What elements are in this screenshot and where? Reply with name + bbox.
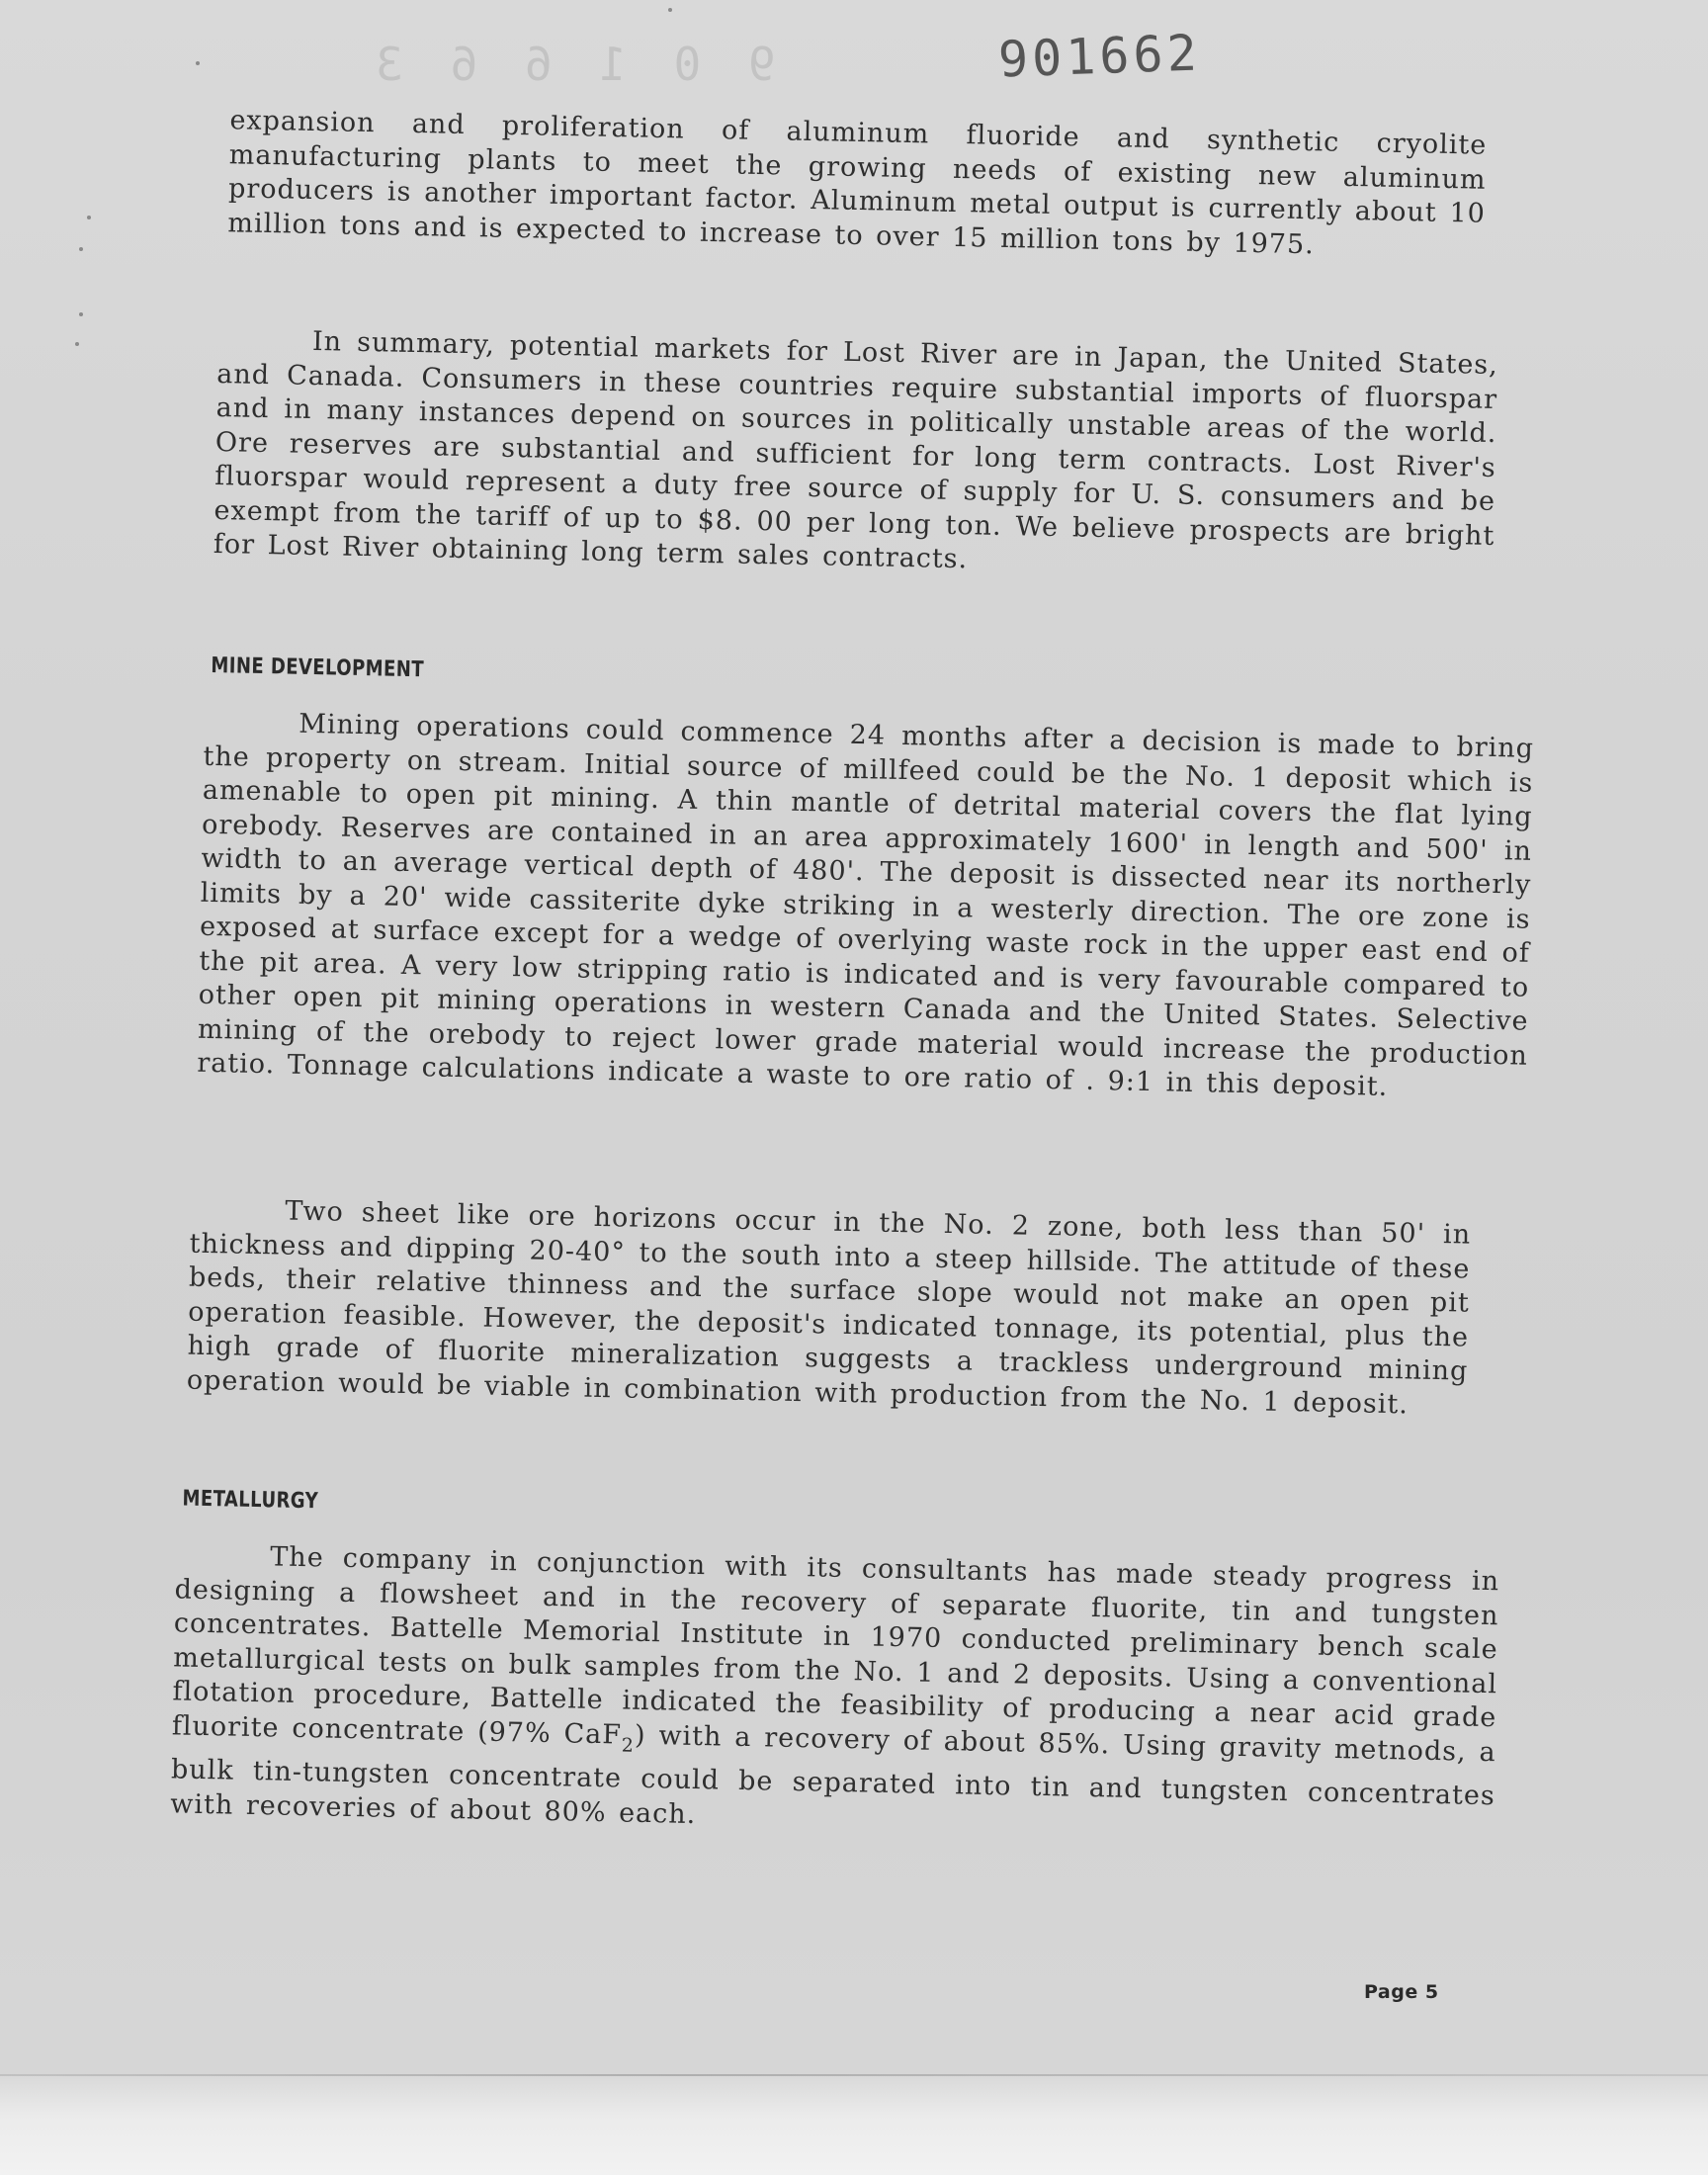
paragraph-mining-operations: Mining operations could commence 24 months after a decision is made to bring the property on stream. Initial source of millfeed could be the No. 1 deposit which is amenable to open pit mining. A thin mantle of detrital material covers the flat lying orebody. Reserves are contained in an area approximately 1600' in length and 500' in width to an average vertical depth of 480'. The deposit is dissected near its northerly limits by a 20' wide cassiterite dyke striking in a westerly direction. The ore zone is exposed at surface except for a wedge of overlying waste rock in the upper east end of the pit area. A very low stripping ratio is indicated and is very favourable compared to other open pit mining operations in western Canada and the United States. Selective mining of the orebody to reject lower grade material would increase the production ratio. Tonnage calculations indicate a waste to ore ratio of . 9:1 in this deposit. [197,708,1535,1102]
bleed-through-text: 9 0 1 6 6 3 [366,38,776,91]
metallurgy-text-part-1: The company in conjunction with its consultants has made steady progress in designing a flowsheet and in the recovery of separate fluorite, tin and tungsten concentrates. Battelle Memorial Institute in 1970 conducted preliminary bench scale metallurgical tests on bulk samples from the No. 1 and 2 deposits. Using a conventional flotation procedure, Battelle indicated the feasibility of producing a near acid grade fluorite concentrate (97% CaF [171,1541,1500,1751]
caf2-subscript: 2 [621,1734,636,1757]
paragraph-ore-horizons: Two sheet like ore horizons occur in the No. 2 zone, both less than 50' in thickness and dipping 20-40° to the south into a steep hillside. The attitude of these beds, their relative thinness and the surface slope would not make an open pit operation feasible. However, the deposit's indicated tonnage, its potential, plus the high grade of fluorite mineralization suggests a trackless underground mining operation would be viable in combination with production from the No. 1 deposit. [186,1195,1472,1420]
metallurgy-text-part-2: ) with a recovery of about 85%. Using gravity metnods, a bulk tin-tungsten concentrate could be separated into tin and tungsten concentrates with recoveries of about 80% each. [170,1719,1496,1830]
paragraph-aluminum-output: expansion and proliferation of aluminum fluoride and synthetic cryolite manufacturing plants to meet the growing needs of existing new aluminum producers is another important factor. Aluminum metal output is currently about 10 million tons and is expected to increase to over 15 million tons by 1975. [227,105,1488,260]
paragraph-metallurgy [170,1538,1499,1848]
document-number: 901662 [997,24,1202,89]
scan-bottom-margin [0,2076,1708,2175]
page-number: Page 5 [1364,1981,1439,2003]
paragraph-market-summary: In summary, potential markets for Lost River are in Japan, the United States, and Canada. Consumers in these countries require substantial imports of fluorspar and in many instances depend on sources in politically unstable areas of the world. Ore reserves are substantial and sufficient for long term contracts. Lost River's fluorspar would represent a duty free source of supply for U. S. consumers and be exempt from the tariff of up to $8. 00 per long ton. We believe prospects are bright for Lost River obtaining long term sales contracts. [213,325,1499,575]
heading-mine-development: MINE DEVELOPMENT [211,652,425,683]
heading-metallurgy: METALLURGY [182,1486,319,1515]
